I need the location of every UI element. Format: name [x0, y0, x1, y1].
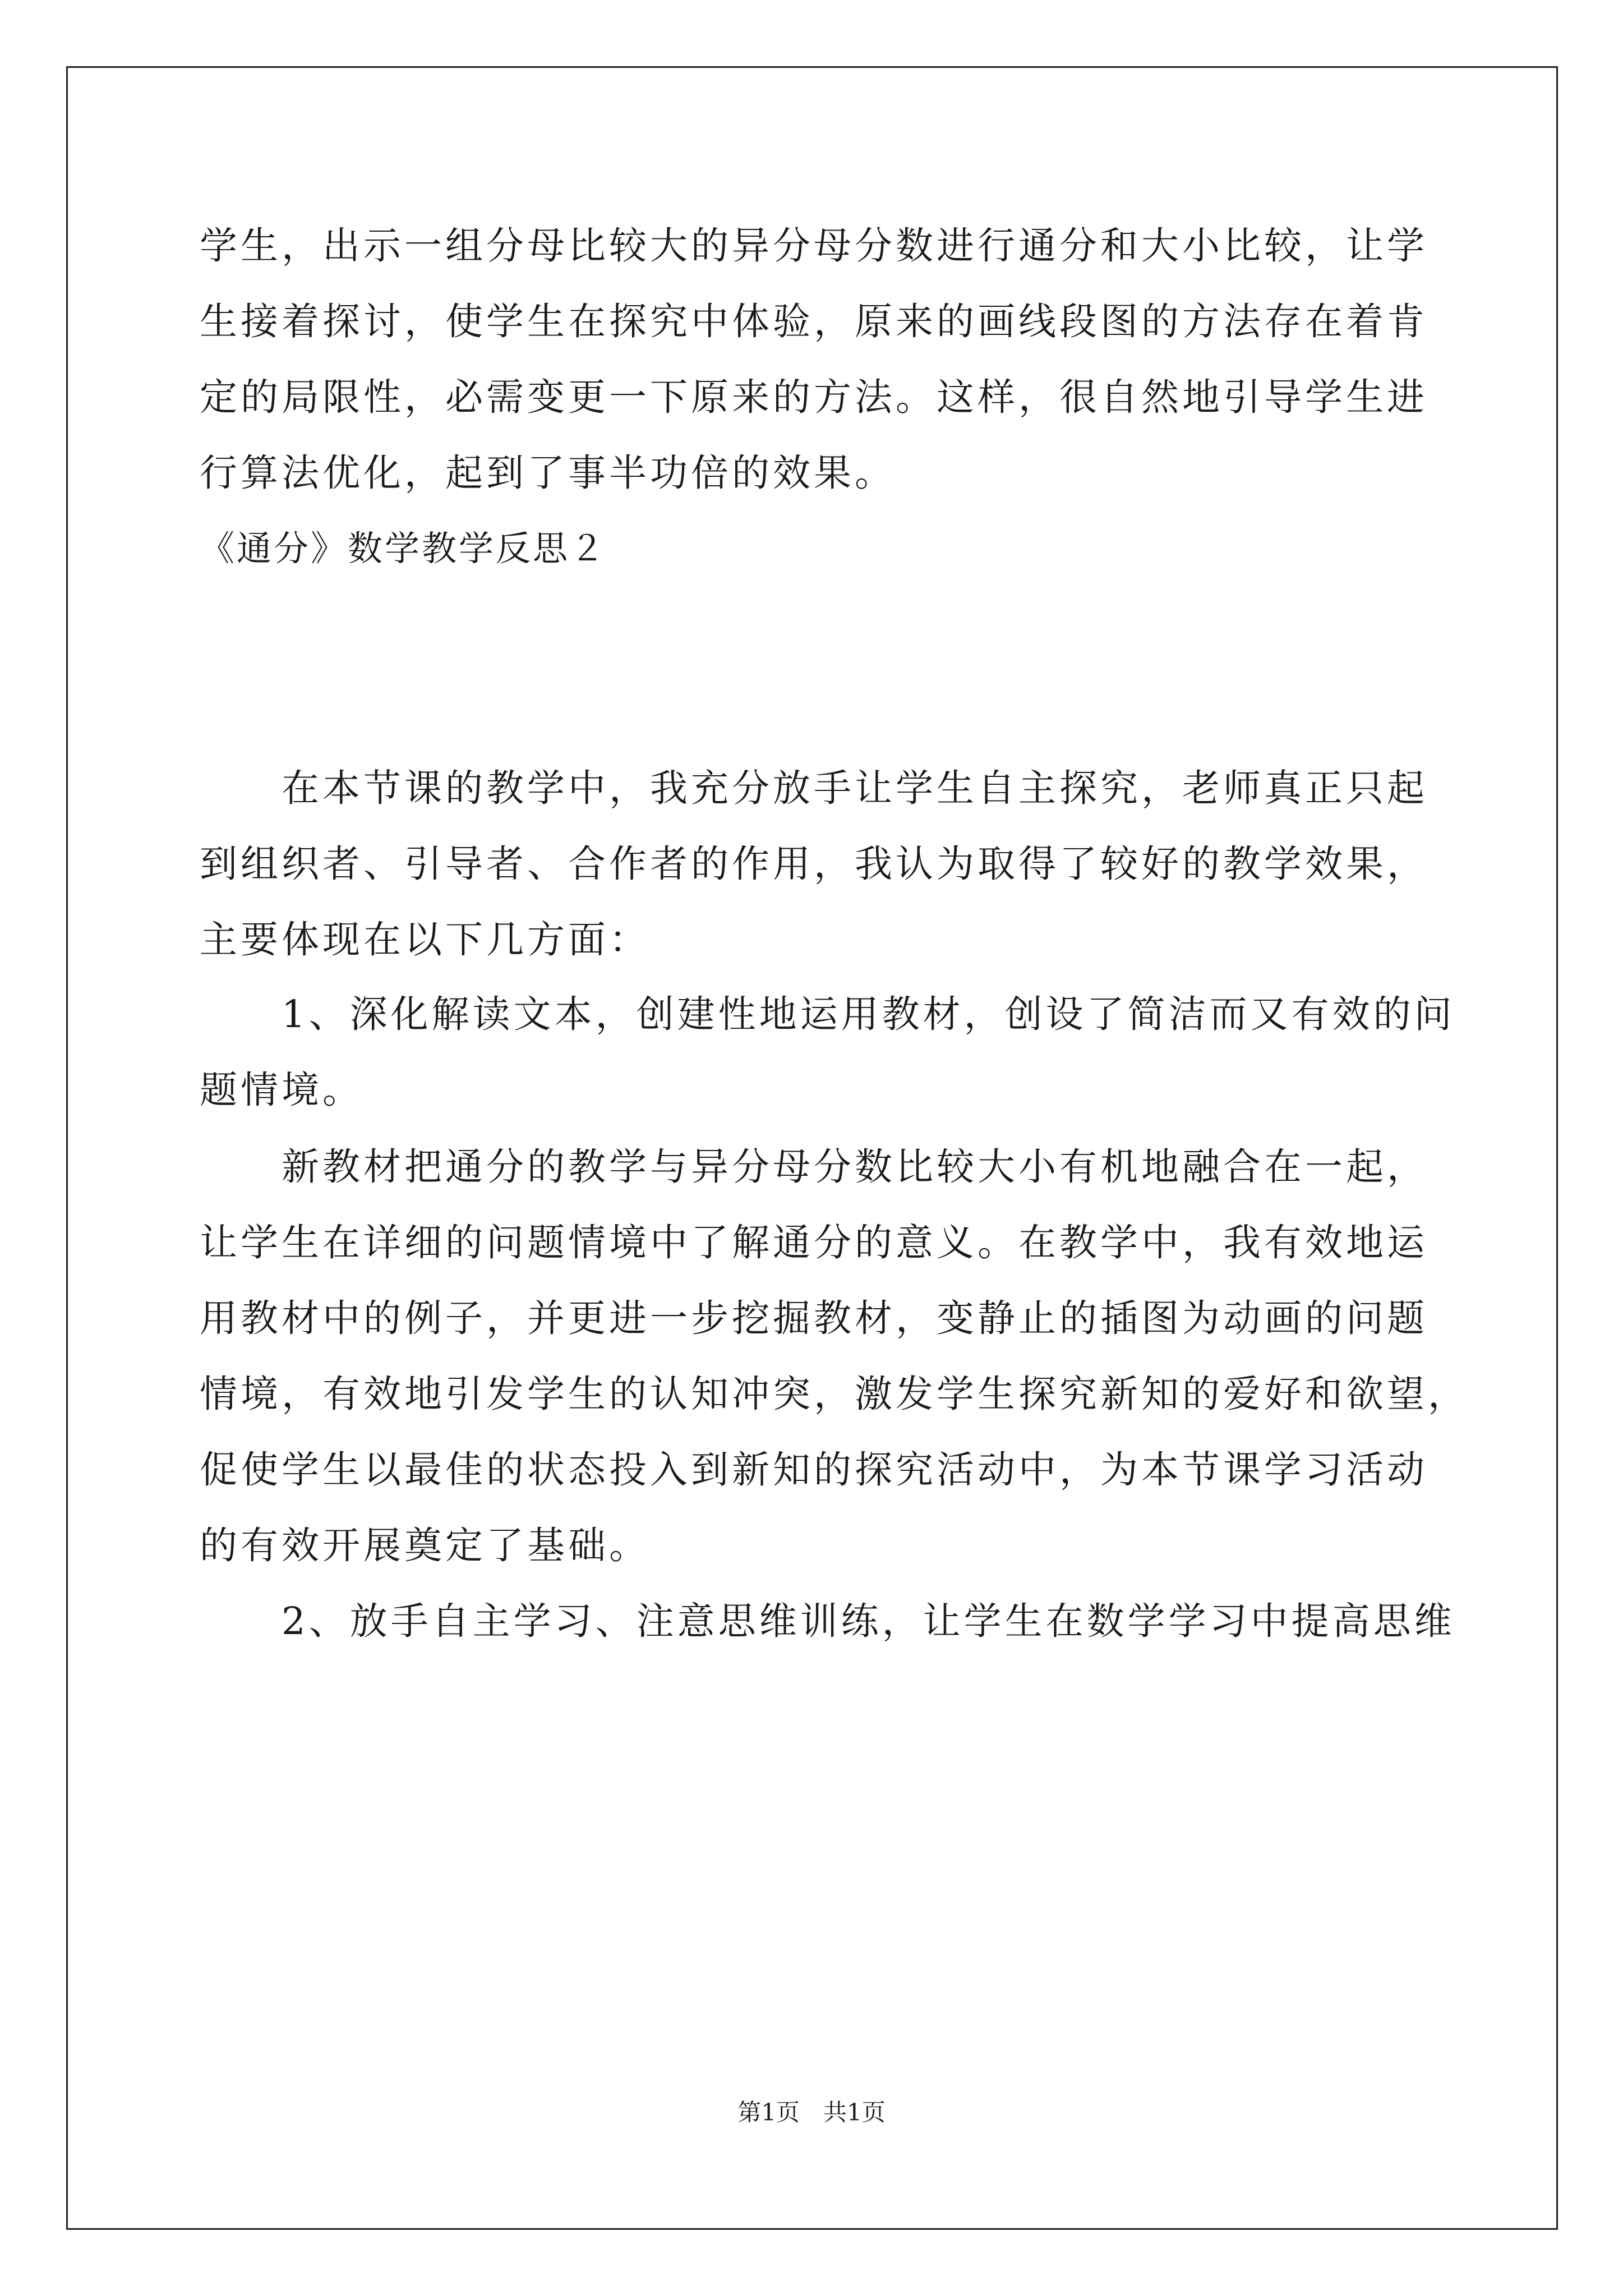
text-line: 情境，有效地引发学生的认知冲突，激发学生探究新知的爱好和欲望， [200, 1372, 1469, 1416]
text-line: 定的局限性，必需变更一下原来的方法。这样，很自然地引导学生进 [200, 375, 1428, 419]
text-line: 新教材把通分的教学与异分母分数比较大小有机地融合在一起， [200, 1145, 1428, 1189]
text-line: 用教材中的例子，并更进一步挖掘教材，变静止的插图为动画的问题 [200, 1296, 1428, 1340]
text-line: 的有效开展奠定了基础。 [200, 1524, 650, 1567]
text-line: 生接着探讨，使学生在探究中体验，原来的画线段图的方法存在着肯 [200, 300, 1428, 343]
text-line: 2、放手自主学习、注意思维训练，让学生在数学学习中提高思维 [200, 1599, 1455, 1643]
text-line: 主要体现在以下几方面： [200, 918, 650, 961]
text-line: 让学生在详细的问题情境中了解通分的意义。在教学中，我有效地运 [200, 1221, 1428, 1264]
section-title: 《通分》数学教学反思２ [200, 528, 607, 569]
text-line: 学生，出示一组分母比较大的异分母分数进行通分和大小比较，让学 [200, 224, 1428, 268]
text-line: 促使学生以最佳的状态投入到新知的探究活动中，为本节课学习活动 [200, 1448, 1428, 1492]
text-line: 在本节课的教学中，我充分放手让学生自主探究，老师真正只起 [200, 766, 1428, 810]
page-footer: 第1页 共1页 [737, 2099, 886, 2126]
text-line: 到组织者、引导者、合作者的作用，我认为取得了较好的教学效果， [200, 842, 1428, 886]
text-line: 1、深化解读文本，创建性地运用教材，创设了简洁而又有效的问 [200, 992, 1455, 1036]
text-line: 行算法优化，起到了事半功倍的效果。 [200, 451, 896, 495]
text-line: 题情境。 [200, 1068, 363, 1112]
